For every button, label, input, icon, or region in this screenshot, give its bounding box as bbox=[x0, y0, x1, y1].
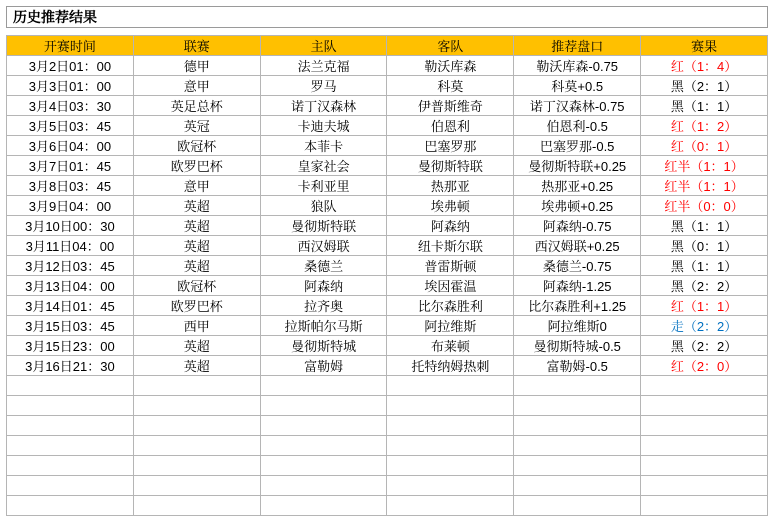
cell-empty[interactable] bbox=[133, 436, 260, 456]
cell-league[interactable]: 意甲 bbox=[133, 176, 260, 196]
cell-empty[interactable] bbox=[7, 396, 134, 416]
cell-result[interactable]: 走（2：2） bbox=[641, 316, 768, 336]
cell-time[interactable]: 3月13日04：00 bbox=[7, 276, 134, 296]
table-row[interactable] bbox=[7, 56, 768, 76]
cell-empty[interactable] bbox=[133, 456, 260, 476]
cell-time[interactable]: 3月8日03：45 bbox=[7, 176, 134, 196]
cell-line[interactable]: 阿森纳-0.75 bbox=[514, 216, 641, 236]
table-row[interactable] bbox=[7, 216, 768, 236]
table-row[interactable] bbox=[7, 336, 768, 356]
cell-result[interactable]: 黑（1：1） bbox=[641, 216, 768, 236]
cell-line[interactable]: 比尔森胜利+1.25 bbox=[514, 296, 641, 316]
cell-home[interactable]: 皇家社会 bbox=[260, 156, 387, 176]
cell-home[interactable]: 罗马 bbox=[260, 76, 387, 96]
cell-league[interactable]: 英冠 bbox=[133, 116, 260, 136]
cell-away[interactable]: 勒沃库森 bbox=[387, 56, 514, 76]
cell-empty[interactable] bbox=[7, 436, 134, 456]
column-header-away: 客队 bbox=[387, 36, 514, 56]
cell-empty[interactable] bbox=[514, 496, 641, 516]
table-row[interactable] bbox=[7, 136, 768, 156]
cell-league[interactable]: 欧罗巴杯 bbox=[133, 296, 260, 316]
table-row[interactable] bbox=[7, 76, 768, 96]
table-row-empty[interactable] bbox=[7, 476, 768, 496]
cell-league[interactable]: 欧冠杯 bbox=[133, 276, 260, 296]
cell-line[interactable]: 埃弗顿+0.25 bbox=[514, 196, 641, 216]
cell-result[interactable]: 红（2：0） bbox=[641, 356, 768, 376]
cell-result[interactable]: 红（1：4） bbox=[641, 56, 768, 76]
cell-time[interactable]: 3月2日01：00 bbox=[7, 56, 134, 76]
table-body bbox=[7, 56, 768, 516]
column-header-time: 开赛时间 bbox=[7, 36, 134, 56]
column-header-result: 赛果 bbox=[641, 36, 768, 56]
cell-time[interactable]: 3月9日04：00 bbox=[7, 196, 134, 216]
cell-league[interactable]: 英足总杯 bbox=[133, 96, 260, 116]
cell-line[interactable]: 勒沃库森-0.75 bbox=[514, 56, 641, 76]
cell-league[interactable]: 西甲 bbox=[133, 316, 260, 336]
cell-empty[interactable] bbox=[641, 376, 768, 396]
cell-line[interactable]: 桑德兰-0.75 bbox=[514, 256, 641, 276]
cell-home[interactable]: 本菲卡 bbox=[260, 136, 387, 156]
cell-time[interactable]: 3月15日03：45 bbox=[7, 316, 134, 336]
cell-empty[interactable] bbox=[133, 396, 260, 416]
cell-league[interactable]: 德甲 bbox=[133, 56, 260, 76]
table-row-empty[interactable] bbox=[7, 376, 768, 396]
cell-result[interactable]: 黑（2：2） bbox=[641, 336, 768, 356]
table-row[interactable] bbox=[7, 356, 768, 376]
cell-away[interactable]: 科莫 bbox=[387, 76, 514, 96]
table-row[interactable] bbox=[7, 196, 768, 216]
cell-line[interactable]: 阿拉维斯0 bbox=[514, 316, 641, 336]
cell-home[interactable]: 富勒姆 bbox=[260, 356, 387, 376]
cell-empty[interactable] bbox=[7, 416, 134, 436]
cell-empty[interactable] bbox=[387, 476, 514, 496]
cell-line[interactable]: 热那亚+0.25 bbox=[514, 176, 641, 196]
column-header-league: 联赛 bbox=[133, 36, 260, 56]
column-header-home: 主队 bbox=[260, 36, 387, 56]
cell-empty[interactable] bbox=[641, 456, 768, 476]
table-row-empty[interactable] bbox=[7, 456, 768, 476]
cell-time[interactable]: 3月14日01：45 bbox=[7, 296, 134, 316]
cell-empty[interactable] bbox=[641, 436, 768, 456]
cell-empty[interactable] bbox=[387, 416, 514, 436]
cell-league[interactable]: 欧冠杯 bbox=[133, 136, 260, 156]
cell-time[interactable]: 3月4日03：30 bbox=[7, 96, 134, 116]
cell-empty[interactable] bbox=[260, 416, 387, 436]
table-header bbox=[7, 36, 768, 56]
cell-empty[interactable] bbox=[7, 376, 134, 396]
cell-line[interactable]: 曼彻斯特城-0.5 bbox=[514, 336, 641, 356]
cell-result[interactable]: 黑（1：1） bbox=[641, 256, 768, 276]
table-row[interactable] bbox=[7, 296, 768, 316]
cell-empty[interactable] bbox=[7, 456, 134, 476]
cell-home[interactable]: 法兰克福 bbox=[260, 56, 387, 76]
table-row[interactable] bbox=[7, 316, 768, 336]
cell-empty[interactable] bbox=[514, 436, 641, 456]
cell-result[interactable]: 红（1：1） bbox=[641, 296, 768, 316]
cell-time[interactable]: 3月6日04：00 bbox=[7, 136, 134, 156]
cell-away[interactable]: 埃因霍温 bbox=[387, 276, 514, 296]
cell-away[interactable]: 巴塞罗那 bbox=[387, 136, 514, 156]
cell-home[interactable]: 曼彻斯特城 bbox=[260, 336, 387, 356]
column-header-line: 推荐盘口 bbox=[514, 36, 641, 56]
cell-time[interactable]: 3月12日03：45 bbox=[7, 256, 134, 276]
cell-empty[interactable] bbox=[514, 476, 641, 496]
cell-home[interactable]: 狼队 bbox=[260, 196, 387, 216]
cell-line[interactable]: 巴塞罗那-0.5 bbox=[514, 136, 641, 156]
spreadsheet-page bbox=[0, 6, 774, 520]
cell-empty[interactable] bbox=[133, 476, 260, 496]
cell-home[interactable]: 西汉姆联 bbox=[260, 236, 387, 256]
cell-result[interactable]: 黑（2：1） bbox=[641, 76, 768, 96]
cell-away[interactable]: 埃弗顿 bbox=[387, 196, 514, 216]
cell-time[interactable]: 3月15日23：00 bbox=[7, 336, 134, 356]
cell-empty[interactable] bbox=[387, 376, 514, 396]
cell-away[interactable]: 热那亚 bbox=[387, 176, 514, 196]
cell-home[interactable]: 拉齐奥 bbox=[260, 296, 387, 316]
cell-empty[interactable] bbox=[641, 476, 768, 496]
cell-empty[interactable] bbox=[387, 396, 514, 416]
cell-home[interactable]: 曼彻斯特联 bbox=[260, 216, 387, 236]
table-row[interactable] bbox=[7, 236, 768, 256]
cell-empty[interactable] bbox=[514, 416, 641, 436]
cell-home[interactable]: 卡利亚里 bbox=[260, 176, 387, 196]
table-row-empty[interactable] bbox=[7, 416, 768, 436]
cell-home[interactable]: 诺丁汉森林 bbox=[260, 96, 387, 116]
cell-result[interactable]: 红（1：2） bbox=[641, 116, 768, 136]
cell-away[interactable]: 伯恩利 bbox=[387, 116, 514, 136]
table-row-empty[interactable] bbox=[7, 436, 768, 456]
cell-line[interactable]: 西汉姆联+0.25 bbox=[514, 236, 641, 256]
cell-home[interactable]: 桑德兰 bbox=[260, 256, 387, 276]
cell-empty[interactable] bbox=[260, 436, 387, 456]
cell-empty[interactable] bbox=[133, 416, 260, 436]
cell-empty[interactable] bbox=[260, 456, 387, 476]
table-row-empty[interactable] bbox=[7, 396, 768, 416]
table-row[interactable] bbox=[7, 276, 768, 296]
cell-time[interactable]: 3月11日04：00 bbox=[7, 236, 134, 256]
cell-time[interactable]: 3月16日21：30 bbox=[7, 356, 134, 376]
cell-empty[interactable] bbox=[133, 496, 260, 516]
cell-home[interactable]: 卡迪夫城 bbox=[260, 116, 387, 136]
table-row[interactable] bbox=[7, 176, 768, 196]
cell-league[interactable]: 英超 bbox=[133, 256, 260, 276]
cell-home[interactable]: 拉斯帕尔马斯 bbox=[260, 316, 387, 336]
cell-empty[interactable] bbox=[514, 456, 641, 476]
cell-empty[interactable] bbox=[7, 476, 134, 496]
cell-line[interactable]: 富勒姆-0.5 bbox=[514, 356, 641, 376]
cell-empty[interactable] bbox=[260, 476, 387, 496]
cell-empty[interactable] bbox=[7, 496, 134, 516]
cell-league[interactable]: 英超 bbox=[133, 236, 260, 256]
cell-line[interactable]: 科莫+0.5 bbox=[514, 76, 641, 96]
cell-away[interactable]: 纽卡斯尔联 bbox=[387, 236, 514, 256]
cell-empty[interactable] bbox=[260, 376, 387, 396]
cell-empty[interactable] bbox=[260, 396, 387, 416]
cell-empty[interactable] bbox=[641, 416, 768, 436]
cell-time[interactable]: 3月10日00：30 bbox=[7, 216, 134, 236]
cell-time[interactable]: 3月3日01：00 bbox=[7, 76, 134, 96]
cell-empty[interactable] bbox=[387, 496, 514, 516]
cell-line[interactable]: 诺丁汉森林-0.75 bbox=[514, 96, 641, 116]
cell-empty[interactable] bbox=[387, 436, 514, 456]
cell-line[interactable]: 阿森纳-1.25 bbox=[514, 276, 641, 296]
cell-result[interactable]: 黑（0：1） bbox=[641, 236, 768, 256]
table-row[interactable] bbox=[7, 116, 768, 136]
cell-empty[interactable] bbox=[514, 376, 641, 396]
cell-result[interactable]: 红（0：1） bbox=[641, 136, 768, 156]
cell-away[interactable]: 阿拉维斯 bbox=[387, 316, 514, 336]
cell-away[interactable]: 布莱顿 bbox=[387, 336, 514, 356]
cell-result[interactable]: 红半（1：1） bbox=[641, 156, 768, 176]
cell-empty[interactable] bbox=[387, 456, 514, 476]
cell-away[interactable]: 托特纳姆热刺 bbox=[387, 356, 514, 376]
cell-empty[interactable] bbox=[641, 396, 768, 416]
cell-empty[interactable] bbox=[260, 496, 387, 516]
table-row-empty[interactable] bbox=[7, 496, 768, 516]
cell-result[interactable]: 红半（0：0） bbox=[641, 196, 768, 216]
cell-line[interactable]: 曼彻斯特联+0.25 bbox=[514, 156, 641, 176]
page-title: 历史推荐结果 bbox=[6, 6, 768, 28]
cell-result[interactable]: 黑（2：2） bbox=[641, 276, 768, 296]
cell-league[interactable]: 英超 bbox=[133, 216, 260, 236]
cell-league[interactable]: 意甲 bbox=[133, 76, 260, 96]
cell-result[interactable]: 红半（1：1） bbox=[641, 176, 768, 196]
cell-league[interactable]: 英超 bbox=[133, 356, 260, 376]
cell-away[interactable]: 曼彻斯特联 bbox=[387, 156, 514, 176]
header-row bbox=[7, 36, 768, 56]
cell-away[interactable]: 比尔森胜利 bbox=[387, 296, 514, 316]
results-table-wrapper bbox=[6, 35, 768, 516]
cell-league[interactable]: 英超 bbox=[133, 336, 260, 356]
cell-empty[interactable] bbox=[641, 496, 768, 516]
cell-away[interactable]: 阿森纳 bbox=[387, 216, 514, 236]
cell-time[interactable]: 3月7日01：45 bbox=[7, 156, 134, 176]
cell-result[interactable]: 黑（1：1） bbox=[641, 96, 768, 116]
results-table bbox=[6, 35, 768, 516]
table-row[interactable] bbox=[7, 96, 768, 116]
cell-away[interactable]: 普雷斯顿 bbox=[387, 256, 514, 276]
cell-league[interactable]: 英超 bbox=[133, 196, 260, 216]
table-row[interactable] bbox=[7, 156, 768, 176]
cell-home[interactable]: 阿森纳 bbox=[260, 276, 387, 296]
cell-league[interactable]: 欧罗巴杯 bbox=[133, 156, 260, 176]
cell-empty[interactable] bbox=[133, 376, 260, 396]
cell-time[interactable]: 3月5日03：45 bbox=[7, 116, 134, 136]
cell-empty[interactable] bbox=[514, 396, 641, 416]
table-row[interactable] bbox=[7, 256, 768, 276]
cell-line[interactable]: 伯恩利-0.5 bbox=[514, 116, 641, 136]
cell-away[interactable]: 伊普斯维奇 bbox=[387, 96, 514, 116]
